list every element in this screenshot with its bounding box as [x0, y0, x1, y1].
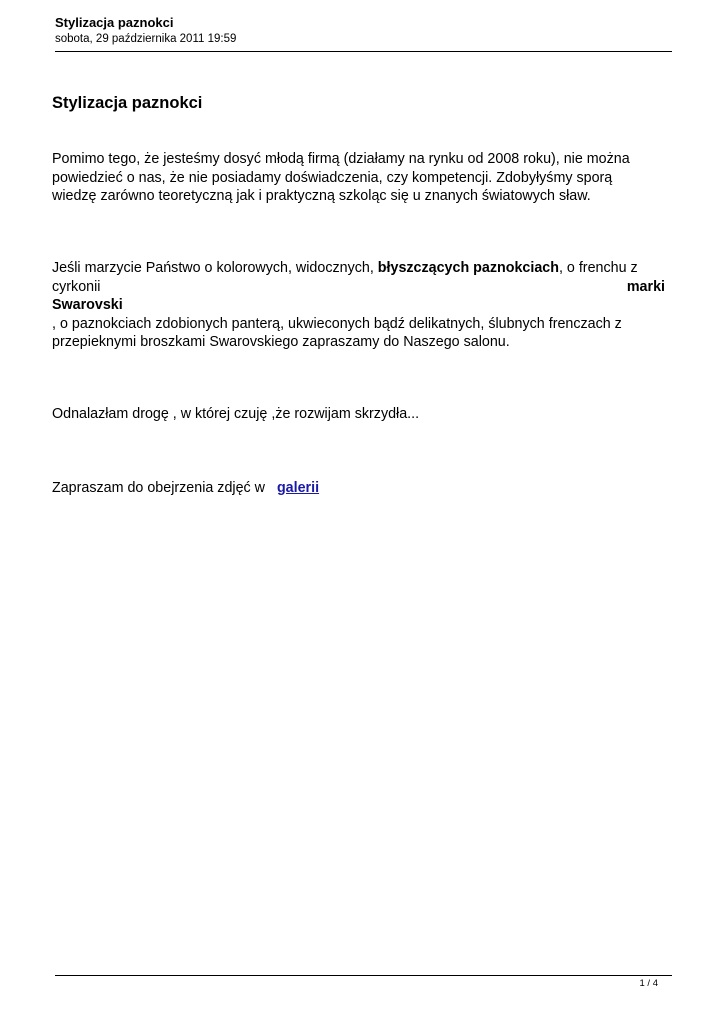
- paragraph-gallery: [52, 479, 672, 498]
- header-title: Stylizacja paznokci: [55, 15, 174, 30]
- paragraph-line: Odnalazłam drogę , w której czuję ,że rozwijam skrzydła...: [52, 406, 420, 422]
- offer-text-zircon: cyrkonii: [52, 278, 101, 295]
- paragraph-line: powiedzieć o nas, że nie posiadamy doświadczenia, czy kompetencji. Zdobyłyśmy sporą: [52, 169, 613, 186]
- paragraph-line: , o paznokciach zdobionych panterą, ukwieconych bądź delikatnych, ślubnych frenczach z: [52, 315, 622, 332]
- offer-highlight-nails: błyszczących paznokciach: [377, 260, 559, 276]
- gallery-invite-text: Zapraszam do obejrzenia zdjęć w: [52, 480, 269, 496]
- offer-text-brand: marki: [626, 278, 665, 295]
- paragraph-intro: [52, 150, 672, 206]
- offer-highlight-swarovski: Swarovski: [52, 297, 123, 314]
- paragraph-offer: [52, 259, 672, 352]
- paragraph-line: [52, 278, 665, 297]
- paragraph-line: wiedzę zarówno teoretyczną jak i praktyczną szkoląc się u znanych światowych sław.: [52, 188, 591, 205]
- offer-text-start: Jeśli marzycie Państwo o kolorowych, widocznych,: [52, 260, 378, 276]
- offer-text-french: , o frenchu z: [558, 260, 638, 276]
- paragraph-line: Pomimo tego, że jesteśmy dosyć młodą firmą (działamy na rynku od 2008 roku), nie można: [52, 151, 630, 167]
- gallery-link[interactable]: galerii: [276, 480, 320, 496]
- paragraph-line: [52, 259, 672, 278]
- paragraph-motto: [52, 405, 672, 424]
- paragraph-line: przepieknymi broszkami Swarovskiego zapraszamy do Naszego salonu.: [52, 334, 510, 351]
- page-header: [55, 15, 672, 52]
- paragraph-line: [52, 479, 672, 498]
- header-date: sobota, 29 października 2011 19:59: [55, 33, 237, 45]
- article-title: Stylizacja paznokci: [52, 94, 203, 112]
- page-number: 1 / 4: [639, 978, 658, 989]
- page-footer: [55, 975, 672, 989]
